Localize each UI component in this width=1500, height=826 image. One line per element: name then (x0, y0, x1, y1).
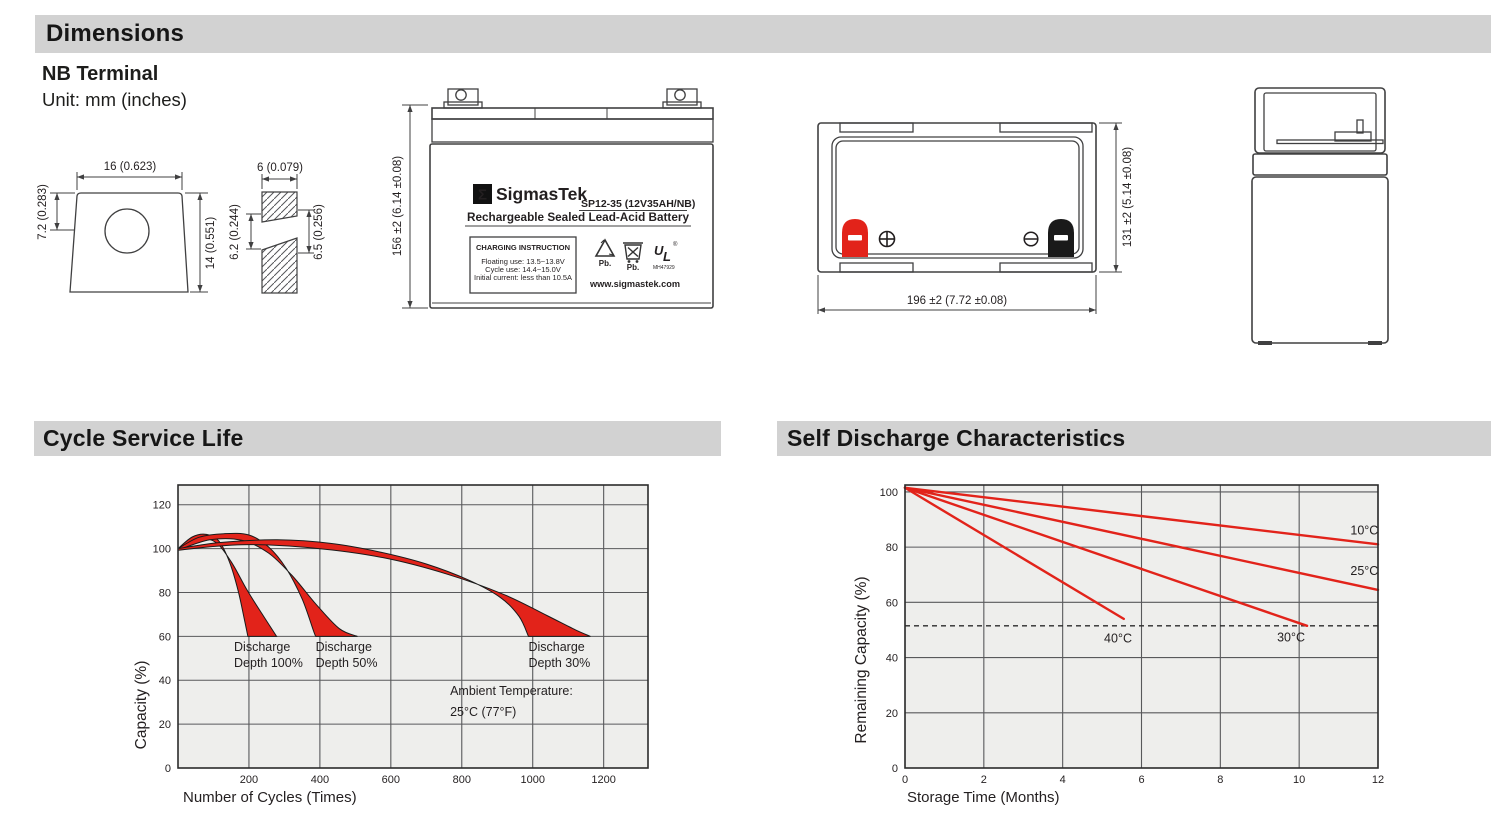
website-text: www.sigmastek.com (588, 279, 680, 289)
x-tick-label: 12 (1371, 774, 1385, 786)
negative-polarity-icon (1024, 232, 1038, 246)
temperature-label: 40°C (1104, 631, 1132, 646)
terminal-front-height-label: 14 (0.551) (205, 216, 217, 270)
terminal-front-outline (70, 193, 188, 292)
sigma-glyph: Σ (477, 186, 488, 204)
terminal-side-upper-hatch (262, 192, 297, 222)
y-tick-label: 40 (158, 675, 171, 688)
band-label: Depth 50% (315, 656, 378, 671)
svg-text:®: ® (673, 242, 678, 248)
pb-bin-icon (623, 243, 643, 263)
temperature-label: 10°C (1350, 523, 1379, 538)
temperature-label: 25°C (1350, 564, 1379, 579)
terminal-side-left-label: 6.2 (0.244) (229, 204, 241, 260)
x-tick-label: 1000 (520, 774, 545, 786)
cover-step-band (432, 119, 713, 142)
terminal-side-drawing (225, 150, 370, 335)
side-foot (1258, 341, 1272, 345)
left-post-hole (456, 90, 466, 100)
y-tick-label: 80 (158, 587, 171, 600)
pb-bin-label: Pb. (626, 263, 640, 272)
x-tick-label: 800 (452, 774, 471, 786)
chart-annotation: 25°C (77°F) (450, 704, 517, 719)
band-label: Depth 30% (528, 656, 591, 671)
y-axis-title: Capacity (%) (133, 660, 150, 750)
temperature-label: 30°C (1277, 630, 1306, 645)
band-label: Discharge (315, 640, 372, 655)
pb-recycle-icon (596, 240, 614, 256)
y-tick-label: 0 (891, 763, 898, 775)
y-tick-label: 20 (885, 707, 898, 720)
ul-mark-icon (654, 241, 678, 264)
y-tick-label: 20 (158, 719, 171, 732)
nb-terminal-heading: NB Terminal (42, 63, 159, 85)
x-tick-label: 2 (980, 774, 987, 786)
cycle-service-life-chart (100, 470, 720, 826)
terminal-front-upper-label: 7.2 (0.283) (37, 184, 49, 240)
battery-height-label: 156 ±2 (6.14 ±0.08) (392, 155, 404, 257)
battery-side-view (1240, 80, 1410, 360)
tagline-text: Rechargeable Sealed Lead-Acid Battery (467, 210, 690, 224)
terminal-front-hole (105, 209, 149, 253)
x-tick-label: 1200 (591, 774, 616, 786)
x-tick-label: 200 (239, 774, 259, 786)
band-label: Discharge (234, 640, 291, 655)
x-tick-label: 8 (1217, 774, 1224, 786)
terminal-side-lower-hatch (262, 238, 297, 293)
top-cover-band (432, 108, 713, 119)
y-tick-label: 100 (879, 486, 898, 499)
self-discharge-chart (830, 470, 1450, 826)
y-axis-title: Remaining Capacity (%) (853, 576, 870, 744)
x-tick-label: 0 (901, 774, 909, 786)
charging-line1: Floating use: 13.5~13.8V (481, 257, 565, 266)
y-tick-label: 0 (164, 763, 171, 775)
x-axis-title: Number of Cycles (Times) (183, 789, 357, 806)
terminal-side-width-label: 6 (0.079) (256, 162, 304, 174)
charging-line3: Initial current: less than 10.5A (474, 273, 572, 282)
y-tick-label: 80 (885, 542, 898, 555)
y-tick-label: 60 (885, 597, 898, 610)
x-tick-label: 6 (1138, 774, 1145, 786)
vent-nub (1357, 120, 1363, 133)
x-tick-label: 400 (310, 774, 330, 786)
top-view-inner-rim (832, 137, 1083, 258)
brand-text: SigmasTek (496, 184, 588, 204)
right-post-hole (675, 90, 685, 100)
side-foot (1368, 341, 1382, 345)
pb-recycle-label: Pb. (598, 259, 612, 268)
y-tick-label: 60 (158, 631, 171, 644)
terminal-front-width-label: 16 (0.623) (103, 161, 157, 173)
section-header-self-discharge (777, 421, 1491, 456)
band-label: Discharge (528, 640, 585, 655)
section-header-dimensions (35, 15, 1491, 53)
x-tick-label: 4 (1059, 774, 1066, 786)
battery-top-view (810, 100, 1150, 315)
y-tick-label: 120 (152, 499, 171, 512)
cycle-title: Cycle Service Life (43, 425, 244, 451)
unit-note: Unit: mm (inches) (42, 89, 187, 110)
charging-line2: Cycle use: 14.4~15.0V (485, 265, 561, 274)
dimensions-title: Dimensions (46, 20, 185, 47)
side-flange (1253, 154, 1387, 175)
svg-text:U: U (654, 243, 664, 258)
charging-title: CHARGING INSTRUCTION (476, 243, 570, 252)
svg-text:L: L (663, 249, 671, 264)
band-label: Depth 100% (234, 656, 303, 671)
ul-code: MH47929 (653, 265, 675, 271)
positive-polarity-icon (880, 232, 895, 247)
side-body (1252, 177, 1388, 343)
terminal-side-right-label: 6.5 (0.256) (313, 204, 325, 260)
top-view-width-label: 196 ±2 (7.72 ±0.08) (906, 295, 1008, 307)
selfd-title: Self Discharge Characteristics (787, 425, 1126, 451)
x-tick-label: 600 (381, 774, 401, 786)
top-view-depth-label: 131 ±2 (5.14 ±0.08) (1122, 146, 1134, 248)
battery-front-view (392, 80, 730, 325)
y-tick-label: 100 (152, 543, 171, 556)
y-tick-label: 40 (885, 652, 898, 665)
model-text: SP12-35 (12V35AH/NB) (581, 198, 696, 210)
x-tick-label: 10 (1293, 774, 1306, 786)
chart-annotation: Ambient Temperature: (450, 683, 573, 698)
section-header-cycle-service-life (34, 421, 721, 456)
x-axis-title: Storage Time (Months) (907, 789, 1060, 806)
